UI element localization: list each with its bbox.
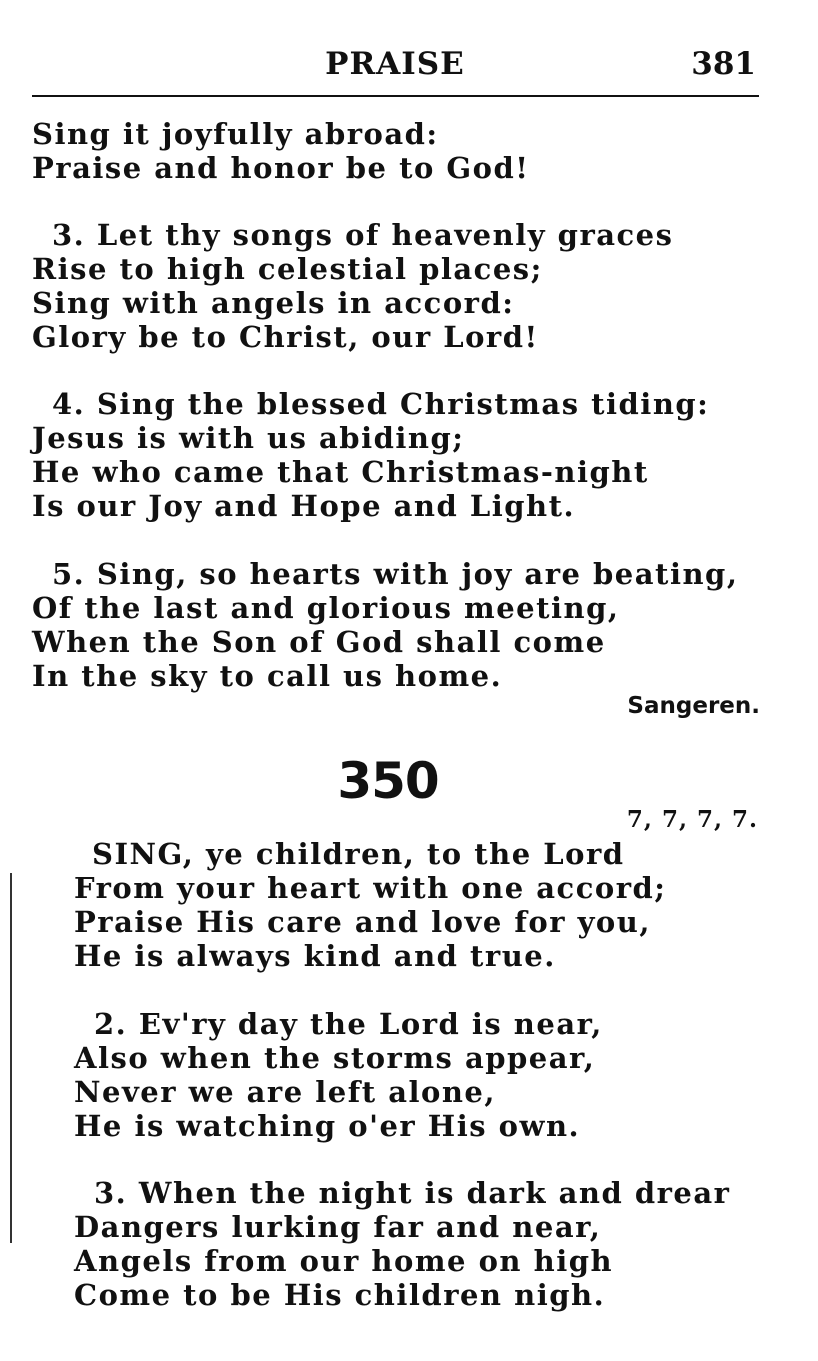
verse-line: Praise His care and love for you, [74, 905, 651, 939]
verse-line: 4. Sing the blessed Christmas tiding: [52, 387, 710, 421]
hymn-number: 350 [337, 752, 439, 810]
verse-line: When the Son of God shall come [32, 625, 606, 659]
hymn-meter: 7, 7, 7, 7. [626, 806, 758, 833]
verse-line: 3. Let thy songs of heavenly graces [52, 218, 674, 252]
verse-line: Never we are left alone, [74, 1075, 496, 1109]
page-header-title: PRAISE [325, 46, 465, 82]
verse-line: Jesus is with us abiding; [32, 421, 465, 455]
author-attribution: Sangeren. [627, 693, 760, 719]
verse-line: Dangers lurking far and near, [74, 1210, 602, 1244]
verse-line: 5. Sing, so hearts with joy are beating, [52, 557, 739, 591]
verse-line: Sing it joyfully abroad: [32, 117, 439, 151]
verse-line: From your heart with one accord; [74, 871, 667, 905]
verse-line: Glory be to Christ, our Lord! [32, 320, 539, 354]
scan-margin-line [10, 873, 12, 1243]
verse-line: 2. Ev'ry day the Lord is near, [94, 1007, 603, 1041]
verse-line: Is our Joy and Hope and Light. [32, 489, 576, 523]
verse-line: Sing with angels in accord: [32, 286, 515, 320]
verse-line: Rise to high celestial places; [32, 252, 543, 286]
verse-line: SING, ye children, to the Lord [92, 837, 625, 871]
header-rule [32, 95, 759, 97]
verse-line: 3. When the night is dark and drear [94, 1176, 731, 1210]
verse-line: Praise and honor be to God! [32, 151, 530, 185]
verse-line: Also when the storms appear, [74, 1041, 596, 1075]
verse-line: He is watching o'er His own. [74, 1109, 581, 1143]
verse-line: He is always kind and true. [74, 939, 556, 973]
verse-line: Come to be His children nigh. [74, 1278, 606, 1312]
page-number: 381 [691, 46, 756, 82]
verse-line: In the sky to call us home. [32, 659, 503, 693]
verse-line: Angels from our home on high [74, 1244, 614, 1278]
verse-line: He who came that Christmas-night [32, 455, 649, 489]
verse-line: Of the last and glorious meeting, [32, 591, 620, 625]
